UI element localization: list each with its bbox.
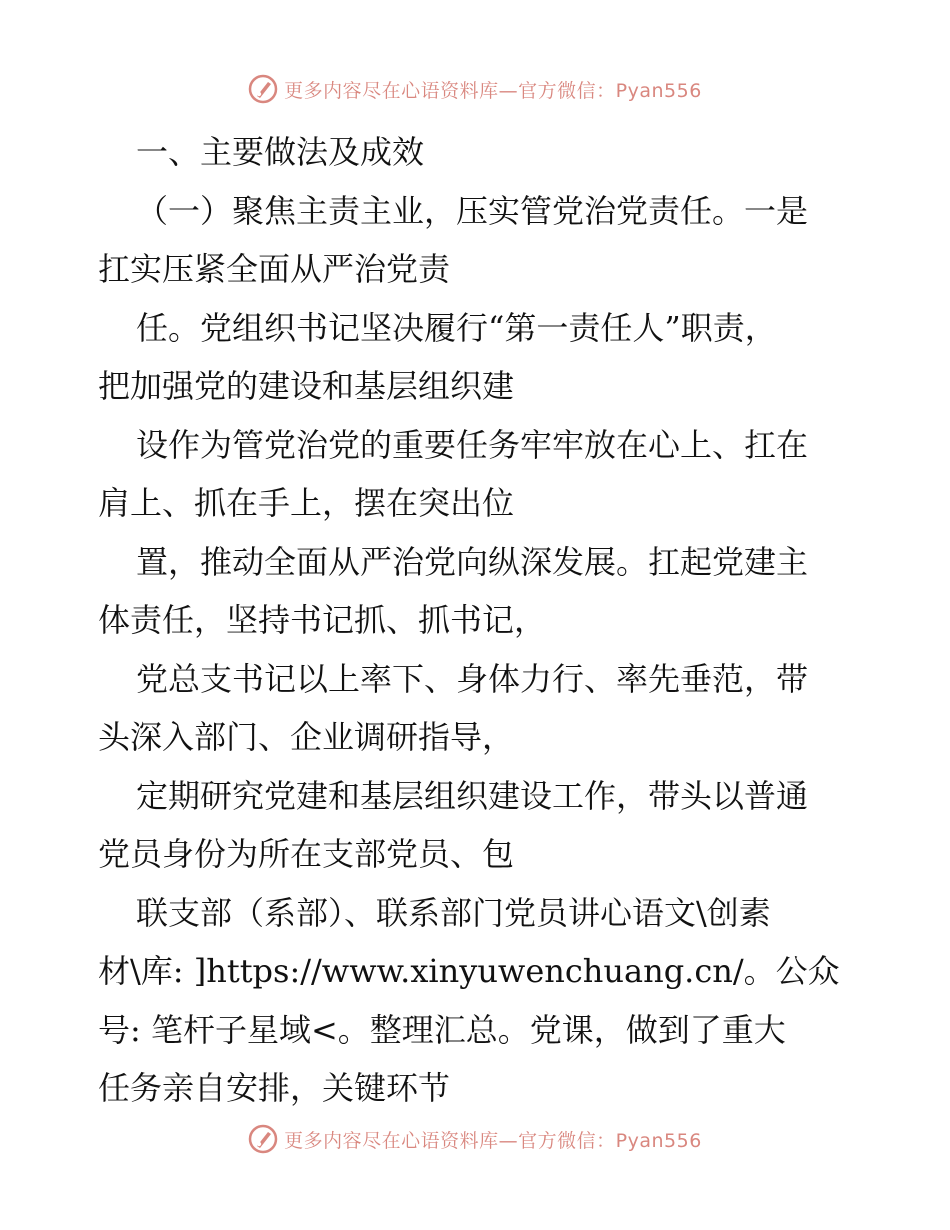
paragraph-line: 党总支书记以上率下、身体力行、率先垂范，带 — [136, 659, 809, 698]
section-heading: 一、主要做法及成效 — [136, 133, 425, 171]
paragraph-line: 联支部（系部）、联系部门党员讲心语文\创素 — [136, 893, 771, 932]
paragraph-line: 把加强党的建设和基层组织建 — [98, 367, 515, 405]
paragraph-line: 肩上、抓在手上，摆在突出位 — [98, 484, 515, 522]
paragraph-line: 材\库: ]https://www.xinyuwenchuang.cn/。公众 — [98, 952, 840, 990]
paragraph-line: 置，推动全面从严治党向纵深发展。扛起党建主 — [136, 542, 809, 581]
watermark-text: 更多内容尽在心语资料库—官方微信：Pyan556 — [284, 79, 702, 102]
paragraph-line: 体责任，坚持书记抓、抓书记， — [98, 601, 547, 639]
paragraph-line: 任务亲自安排，关键环节 — [98, 1069, 451, 1107]
paragraph-line: 定期研究党建和基层组织建设工作，带头以普通 — [136, 776, 809, 815]
paragraph-line: 党员身份为所在支部党员、包 — [98, 835, 515, 873]
watermark-footer — [0, 1122, 950, 1156]
watermark-header — [0, 72, 950, 106]
document-body — [98, 123, 858, 1118]
paragraph-line: 号: 笔杆子星域<。整理汇总。党课，做到了重大 — [98, 1010, 786, 1049]
paragraph-line: 任。党组织书记坚决履行“第一责任人”职责， — [136, 308, 777, 347]
paragraph-line: 设作为管党治党的重要任务牢牢放在心上、扛在 — [136, 425, 809, 464]
paragraph-line: 头深入部门、企业调研指导， — [98, 718, 515, 756]
paragraph-line: （一）聚焦主责主业，压实管党治党责任。一是 — [136, 191, 809, 230]
pen-logo-icon — [248, 74, 278, 104]
pen-logo-icon — [248, 1124, 278, 1154]
paragraph-line: 扛实压紧全面从严治党责 — [98, 250, 451, 288]
watermark-text: 更多内容尽在心语资料库—官方微信：Pyan556 — [284, 1129, 702, 1152]
